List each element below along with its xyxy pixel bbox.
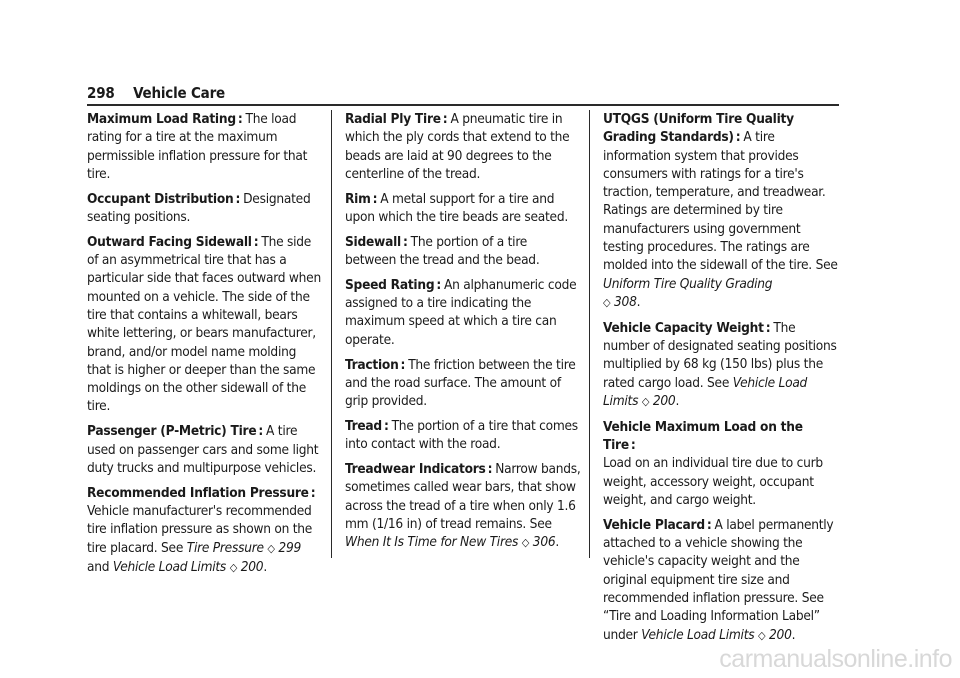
glossary-definition: Narrow bands, sometimes called wear bars, that show across the tread of a tire when only 1.6 mm (1/16 in) of tread remains. See: [345, 461, 581, 532]
section-title: Vehicle Care: [133, 84, 225, 102]
page-ref-arrow-icon: ◇: [603, 295, 611, 309]
glossary-definition: Vehicle manufacturer's recommended tire inflation pressure as shown on the tire placard. See: [87, 502, 313, 556]
term-separator: :: [765, 319, 771, 336]
glossary-definition: An alphanumeric code assigned to a tire indicating the maximum speed at which a tire can operate.: [345, 276, 577, 348]
term-separator: :: [237, 111, 243, 127]
glossary-definition: The friction between the tire and the road surface. The amount of grip provided.: [345, 356, 576, 410]
glossary-term: Sidewall: [345, 233, 401, 250]
glossary-definition: The load rating for a tire at the maximum permissible inflation pressure for that tire.: [87, 111, 308, 182]
glossary-entry: [87, 110, 323, 183]
glossary-term: Rim: [345, 190, 371, 207]
glossary-entry: [87, 190, 323, 227]
glossary-definition: The number of designated seating positions multiplied by 68 kg (150 lbs) plus the rated cargo load. See: [603, 319, 837, 391]
glossary-entry: [345, 276, 581, 349]
cross-reference-link[interactable]: Vehicle Load Limits ◇ 200: [603, 374, 808, 409]
glossary-term: Maximum Load Rating: [87, 111, 236, 127]
term-separator: :: [402, 233, 408, 250]
glossary-definition: A tire used on passenger cars and some light duty trucks and multipurpose vehicles.: [87, 423, 319, 476]
glossary-definition: Designated seating positions.: [87, 190, 311, 225]
glossary-entry: [345, 356, 581, 411]
page-ref-arrow-icon: ◇: [758, 628, 766, 642]
watermark: carmanualsonline.info: [719, 645, 952, 673]
glossary-definition: A metal support for a tire and upon which the tire beads are seated.: [345, 190, 568, 225]
glossary-definition: The portion of a tire that comes into contact with the road.: [345, 417, 578, 453]
term-separator: :: [436, 276, 441, 293]
glossary-term: Tread: [345, 417, 382, 434]
term-separator: :: [258, 423, 264, 440]
page-ref-arrow-icon: ◇: [641, 394, 650, 408]
cross-reference-link[interactable]: Vehicle Load Limits ◇ 200: [641, 626, 792, 643]
glossary-term: Traction: [345, 356, 399, 373]
glossary-definition: The portion of a tire between the tread and the bead.: [345, 233, 540, 269]
glossary-term: Passenger (P-Metric) Tire: [87, 423, 257, 440]
page-header: [87, 84, 225, 102]
term-separator: :: [383, 417, 389, 434]
glossary-entry: [87, 233, 323, 416]
header-rule: [87, 104, 839, 106]
glossary-entry: [345, 190, 581, 227]
glossary-definition: A label permanently attached to a vehicle showing the vehicle's capacity weight and the original equipment tire size and recommended inflation pressure. See “Tire and Loading Information Label” under: [603, 516, 834, 643]
term-separator: :: [372, 190, 378, 207]
glossary-entry: Vehicle Capacity Weight : The number of designated seating positions multiplied by 68 kg (150 lbs) plus the rated cargo load. See Vehicle Load Limits ◇ 200.: [603, 319, 837, 409]
glossary-term: Speed Rating: [345, 276, 435, 293]
glossary-term: Treadwear Indicators: [345, 461, 486, 478]
glossary-term: Outward Facing Sidewall: [87, 233, 252, 250]
column-right: [603, 110, 841, 651]
term-separator: :: [400, 356, 406, 373]
glossary-term: Radial Ply Tire: [345, 111, 441, 127]
glossary-term: Occupant Distribution: [87, 190, 234, 207]
cross-reference-link[interactable]: Vehicle Load Limits ◇ 200: [112, 558, 264, 575]
glossary-term: Recommended Inflation Pressure: [87, 484, 309, 501]
glossary-term: Vehicle Maximum Load on the Tire: [603, 418, 803, 454]
page-ref-arrow-icon: ◇: [267, 541, 275, 555]
glossary-definition: A pneumatic tire in which the ply cords that extend to the beads are laid at 90 degrees to the centerline of the tread.: [345, 111, 570, 182]
term-separator: :: [442, 111, 448, 127]
glossary-entry: [345, 233, 581, 270]
column-left: [87, 110, 323, 584]
glossary-entry: Treadwear Indicators : Narrow bands, sometimes called wear bars, that show across the tread of a tire when only 1.6 mm (1/16 in) of tread remains. See When It Is Time for New Tires ◇ 306.: [345, 461, 581, 551]
term-separator: :: [735, 129, 741, 146]
cross-reference-link[interactable]: Uniform Tire Quality Grading ◇ 308: [603, 275, 773, 310]
page-ref-arrow-icon: ◇: [521, 536, 530, 550]
glossary-entry: Recommended Inflation Pressure : Vehicle manufacturer's recommended tire inflation pressure as shown on the tire placard. See Tire Pressure ◇ 299 and Vehicle Load Limits ◇ 200.: [87, 484, 316, 575]
page-ref-arrow-icon: ◇: [229, 560, 238, 574]
term-separator: :: [310, 484, 316, 501]
glossary-definition: The side of an asymmetrical tire that has a particular side that faces outward when mounted on a vehicle. The side of the tire that contains a whitewall, bears white lettering, or bears manufacturer, brand, and/or model name molding that is higher or deeper than the same moldings on the other sidewall of the tire.: [87, 233, 321, 415]
term-separator: :: [235, 190, 241, 207]
term-separator: :: [630, 437, 636, 454]
term-separator: :: [706, 516, 712, 533]
glossary-entry: Vehicle Placard : A label permanently attached to a vehicle showing the vehicle's capacity weight and the original equipment tire size and recommended inflation pressure. See “Tire and Loading Information Label” under Vehicle Load Limits ◇ 200.: [603, 516, 834, 643]
glossary-entry: [87, 422, 323, 477]
page-number: 298: [87, 84, 115, 102]
cross-reference-link[interactable]: When It Is Time for New Tires ◇ 306: [345, 534, 556, 551]
glossary-term: Vehicle Placard: [603, 516, 705, 533]
conjunction: and: [87, 558, 110, 575]
glossary-definition: Load on an individual tire due to curb weight, accessory weight, occupant weight, and cargo weight.: [603, 455, 823, 508]
glossary-term: Vehicle Capacity Weight: [603, 319, 764, 336]
glossary-entry: UTQGS (Uniform Tire Quality Grading Standards) : A tire information system that provides consumers with ratings for a tire's traction, temperature, and treadwear. Ratings are determined by tire manufacturers using government testing procedures. The ratings are molded into the sidewall of the tire. See Uniform Tire Quality Grading ◇ 308.: [603, 111, 838, 310]
glossary-entry: [603, 418, 841, 509]
glossary-term: UTQGS (Uniform Tire Quality Grading Standards): [603, 111, 794, 146]
glossary-entry: [345, 417, 581, 454]
term-separator: :: [253, 233, 259, 250]
glossary-definition: A tire information system that provides consumers with ratings for a tire's traction, temperature, and treadwear. Ratings are determined by tire manufacturers using government testing procedures. The ratings are molded into the sidewall of the tire. See: [603, 129, 838, 274]
column-middle: [345, 110, 581, 559]
column-divider: [589, 110, 590, 558]
glossary-entry: [345, 110, 581, 183]
term-separator: :: [487, 461, 493, 478]
cross-reference-link[interactable]: Tire Pressure ◇ 299: [186, 539, 302, 556]
column-divider: [331, 110, 332, 558]
